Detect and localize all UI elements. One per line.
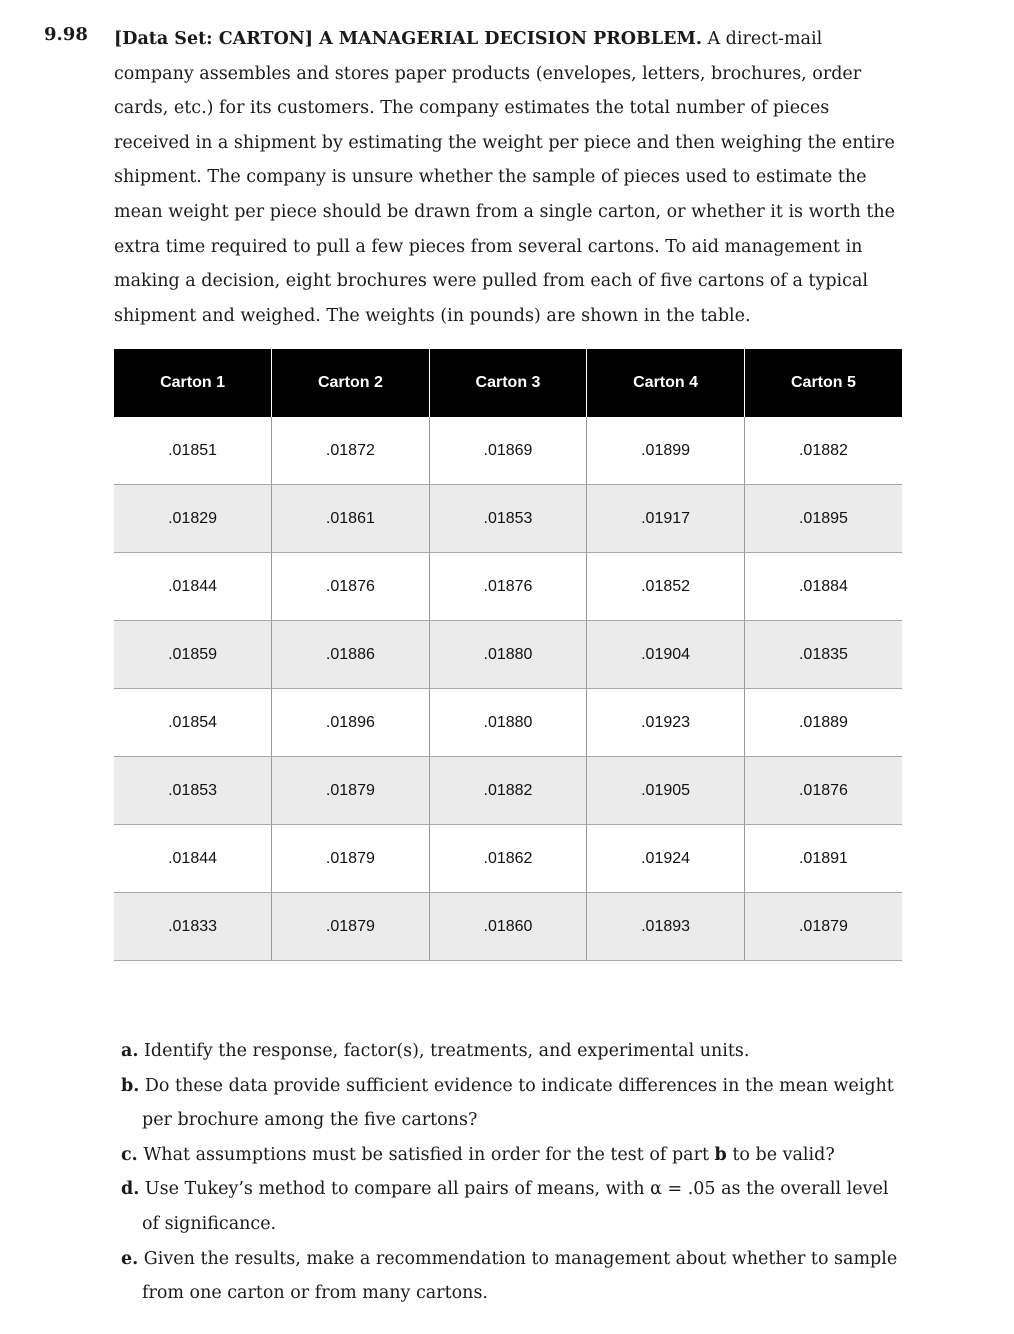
table-cell: .01905 (587, 757, 745, 825)
table-cell: .01861 (272, 485, 430, 553)
table-cell: .01854 (114, 689, 272, 757)
question-letter: a. (121, 1041, 139, 1061)
column-header-carton-1: Carton 1 (114, 349, 272, 417)
table-cell: .01886 (272, 621, 430, 689)
table-cell: .01899 (587, 417, 745, 485)
table-row (114, 553, 902, 621)
table-cell: .01884 (744, 553, 902, 621)
question-b (114, 1069, 904, 1138)
column-header-carton-3: Carton 3 (429, 349, 587, 417)
table-cell: .01872 (272, 417, 430, 485)
table-cell: .01829 (114, 485, 272, 553)
table-cell: .01880 (429, 689, 587, 757)
table-cell: .01882 (429, 757, 587, 825)
question-text: Identify the response, factor(s), treatments, and experimental units. (138, 1041, 750, 1061)
problem-number: 9.98 (44, 24, 88, 45)
question-letter: e. (121, 1248, 139, 1269)
problem-body: A direct-mail company assembles and stores paper products (envelopes, letters, brochures, order cards, etc.) for its customers. The company estimates the total number of pieces received in a shipment by estimating the weight per piece and then weighing the entire shipment. The company is unsure whether the sample of pieces used to estimate the mean weight per piece should be drawn from a single carton, or whether it is worth the extra time required to pull a few pieces from several cartons. To aid management in making a decision, eight brochures were pulled from each of five cartons of a typical shipment and weighed. The weights (in pounds) are shown in the table. (114, 29, 895, 326)
table-cell: .01844 (114, 553, 272, 621)
table-cell: .01852 (587, 553, 745, 621)
question-list (114, 1034, 904, 1311)
question-d (114, 1172, 904, 1241)
table-cell: .01904 (587, 621, 745, 689)
table-cell: .01876 (429, 553, 587, 621)
question-text: to be valid? (726, 1144, 835, 1165)
table-cell: .01860 (429, 893, 587, 961)
table-cell: .01851 (114, 417, 272, 485)
table-cell: .01891 (744, 825, 902, 893)
part-reference: b (714, 1144, 727, 1165)
table-cell: .01879 (272, 825, 430, 893)
table-row (114, 621, 902, 689)
question-letter: d. (121, 1179, 140, 1200)
table-row (114, 417, 902, 485)
question-c (114, 1138, 904, 1173)
problem-statement (114, 22, 900, 333)
table-cell: .01895 (744, 485, 902, 553)
table-row (114, 893, 902, 961)
table-cell: .01880 (429, 621, 587, 689)
table-cell: .01879 (272, 757, 430, 825)
table-row (114, 689, 902, 757)
question-text: Use Tukey’s method to compare all pairs of means, with α = .05 as the overall level of significance. (139, 1179, 889, 1234)
table-header-row (114, 349, 902, 417)
column-header-carton-5: Carton 5 (744, 349, 902, 417)
table-cell: .01896 (272, 689, 430, 757)
table-cell: .01859 (114, 621, 272, 689)
carton-weights-table (114, 349, 902, 961)
table-cell: .01869 (429, 417, 587, 485)
table-cell: .01853 (429, 485, 587, 553)
table-cell: .01876 (272, 553, 430, 621)
question-text: Do these data provide sufficient evidence to indicate differences in the mean weight per brochure among the five cartons? (139, 1075, 894, 1131)
table-cell: .01862 (429, 825, 587, 893)
table-cell: .01917 (587, 485, 745, 553)
table-cell: .01879 (272, 893, 430, 961)
table-cell: .01882 (744, 417, 902, 485)
table-cell: .01876 (744, 757, 902, 825)
table-cell: .01853 (114, 757, 272, 825)
table-row (114, 757, 902, 825)
question-e (114, 1242, 904, 1311)
dataset-label: [Data Set: CARTON] A MANAGERIAL DECISION PROBLEM. (114, 29, 702, 49)
table-cell: .01879 (744, 893, 902, 961)
column-header-carton-4: Carton 4 (587, 349, 745, 417)
question-text: Given the results, make a recommendation to management about whether to sample from one carton or from many cartons. (138, 1248, 898, 1304)
table-cell: .01893 (587, 893, 745, 961)
table-cell: .01833 (114, 893, 272, 961)
question-text: What assumptions must be satisfied in order for the test of part (137, 1144, 715, 1165)
table-cell: .01835 (744, 621, 902, 689)
question-a (114, 1034, 904, 1069)
question-letter: b. (121, 1075, 140, 1096)
table-cell: .01924 (587, 825, 745, 893)
table-cell: .01923 (587, 689, 745, 757)
table-cell: .01844 (114, 825, 272, 893)
question-letter: c. (121, 1144, 138, 1165)
table-row (114, 825, 902, 893)
table-row (114, 485, 902, 553)
table-cell: .01889 (744, 689, 902, 757)
column-header-carton-2: Carton 2 (272, 349, 430, 417)
